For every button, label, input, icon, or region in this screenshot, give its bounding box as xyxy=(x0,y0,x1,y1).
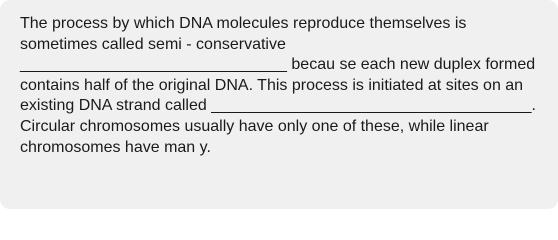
question-text: The process by which DNA molecules reproduce themselves is sometimes called semi - conservative ______________________________ becau se each new duplex formed contains half of the original DNA. This process is initiated at sites on an existing DNA strand called ____________________________________. Circular chromosomes usually have only one of these, while linear chromosomes have man y. xyxy=(20,15,541,156)
